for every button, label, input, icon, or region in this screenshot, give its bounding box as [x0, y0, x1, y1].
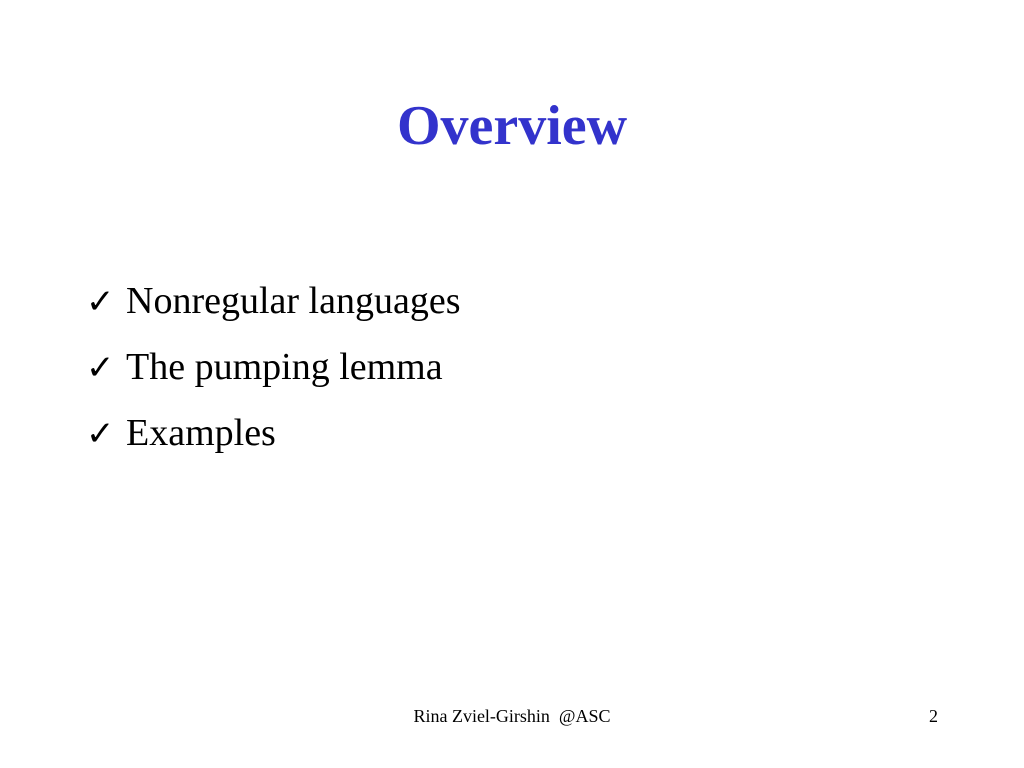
- checkmark-icon: ✓: [86, 282, 115, 322]
- bullet-list: [86, 282, 461, 480]
- checkmark-icon: ✓: [86, 414, 115, 454]
- page-number: 2: [929, 706, 938, 726]
- bullet-text: Examples: [126, 412, 276, 454]
- slide-title: Overview: [396, 95, 628, 157]
- bullet-item: [86, 348, 461, 414]
- checkmark-icon: ✓: [86, 348, 115, 388]
- bullet-item: [86, 282, 461, 348]
- bullet-text: Nonregular languages: [126, 280, 461, 322]
- footer-author: Rina Zviel-Girshin @ASC: [413, 706, 611, 726]
- bullet-item: [86, 414, 461, 480]
- bullet-text: The pumping lemma: [126, 346, 443, 388]
